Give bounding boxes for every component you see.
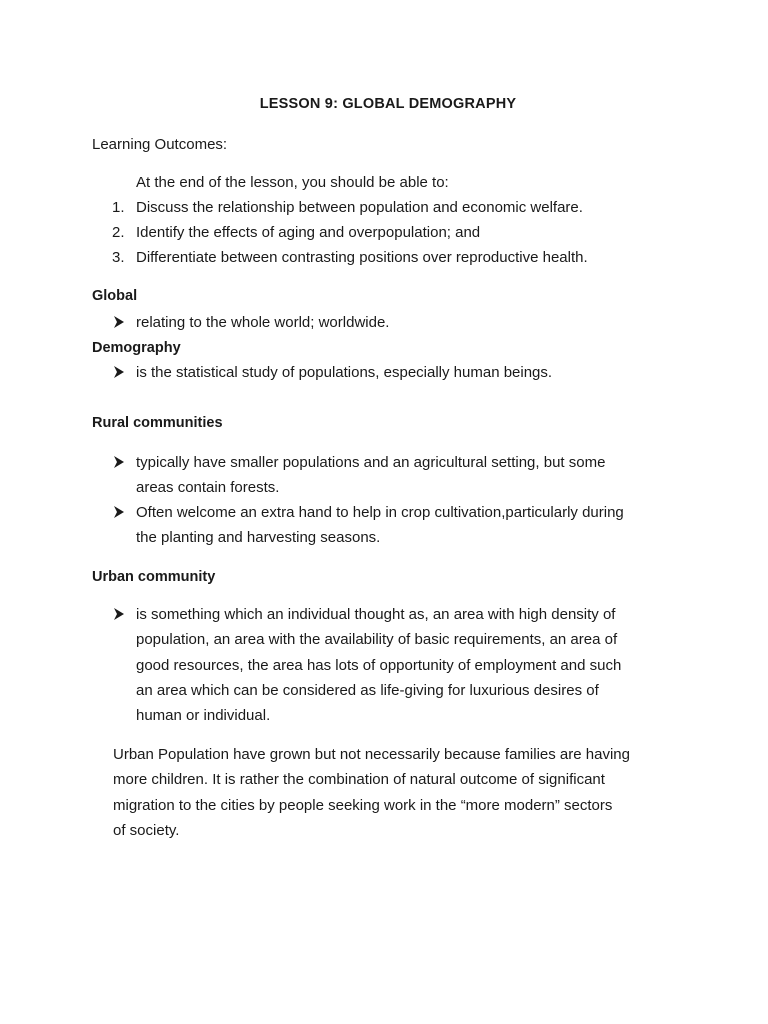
arrow-bullet-icon bbox=[112, 505, 126, 519]
outcome-item: Discuss the relationship between population and economic welfare. bbox=[136, 199, 583, 216]
outcome-number: 2. bbox=[112, 224, 125, 241]
outcome-item: Differentiate between contrasting positions over reproductive health. bbox=[136, 249, 588, 266]
rural-heading: Rural communities bbox=[92, 415, 223, 431]
outcome-item: Identify the effects of aging and overpopulation; and bbox=[136, 224, 481, 241]
demography-heading: Demography bbox=[92, 340, 181, 356]
urban-bullet-line: is something which an individual thought as, an area with high density of bbox=[136, 606, 616, 623]
urban-paragraph-line: Urban Population have grown but not necessarily because families are having bbox=[113, 746, 630, 763]
demography-definition: is the statistical study of populations, especially human beings. bbox=[136, 364, 553, 381]
lesson-title: LESSON 9: GLOBAL DEMOGRAPHY bbox=[259, 96, 517, 112]
urban-heading: Urban community bbox=[92, 569, 216, 585]
urban-paragraph-line: migration to the cities by people seeking work in the “more modern” sectors bbox=[113, 797, 613, 814]
arrow-bullet-icon bbox=[112, 365, 126, 379]
outcome-number: 1. bbox=[112, 199, 125, 216]
outcomes-intro: At the end of the lesson, you should be able to: bbox=[136, 174, 449, 191]
urban-bullet-line: an area which can be considered as life-giving for luxurious desires of bbox=[136, 682, 599, 699]
global-definition: relating to the whole world; worldwide. bbox=[136, 314, 390, 331]
learning-outcomes-label: Learning Outcomes: bbox=[92, 136, 228, 153]
arrow-bullet-icon bbox=[112, 607, 126, 621]
arrow-bullet-icon bbox=[112, 455, 126, 469]
rural-bullet-line: Often welcome an extra hand to help in crop cultivation,particularly during bbox=[136, 504, 624, 521]
urban-paragraph-line: of society. bbox=[113, 822, 180, 839]
urban-bullet-line: human or individual. bbox=[136, 707, 271, 724]
urban-paragraph-line: more children. It is rather the combination of natural outcome of significant bbox=[113, 771, 605, 788]
rural-bullet-line: typically have smaller populations and an agricultural setting, but some bbox=[136, 454, 606, 471]
urban-bullet-line: population, an area with the availability of basic requirements, an area of bbox=[136, 631, 618, 648]
rural-bullet-line: areas contain forests. bbox=[136, 479, 280, 496]
urban-bullet-line: good resources, the area has lots of opportunity of employment and such bbox=[136, 657, 622, 674]
arrow-bullet-icon bbox=[112, 315, 126, 329]
global-heading: Global bbox=[92, 288, 138, 304]
rural-bullet-line: the planting and harvesting seasons. bbox=[136, 529, 381, 546]
outcome-number: 3. bbox=[112, 249, 125, 266]
